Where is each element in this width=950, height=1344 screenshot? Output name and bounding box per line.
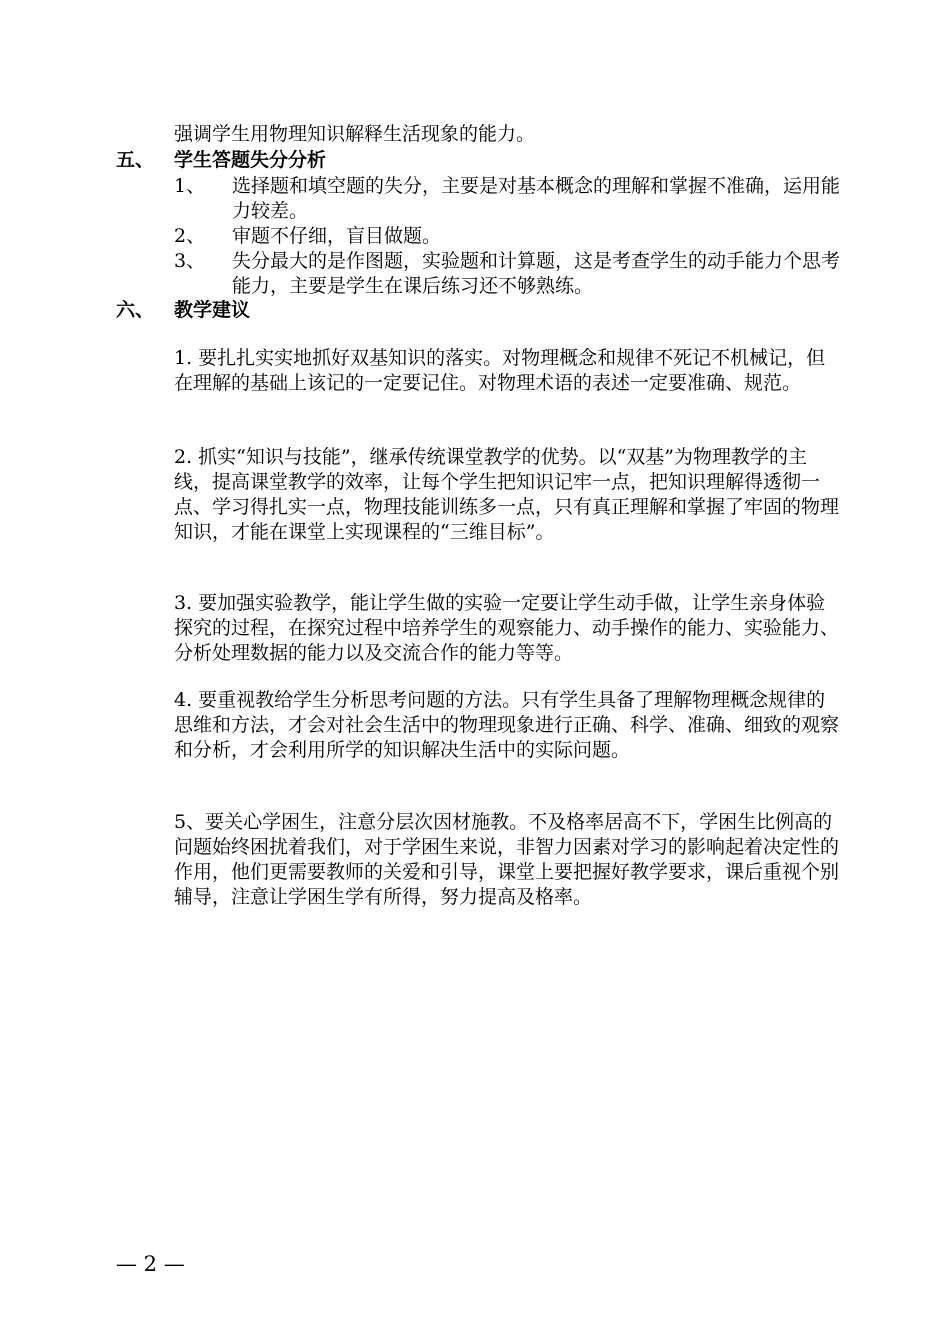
list-item xyxy=(174,224,844,249)
section-5-number: 五、 xyxy=(116,149,155,171)
section-6-number: 六、 xyxy=(116,299,155,321)
list-item xyxy=(174,174,844,224)
suggestion-paragraph-3: 3. 要加强实验教学，能让学生做的实验一定要让学生动手做，让学生亲身体验探究的过程，在探究过程中培养学生的观察能力、动手操作的能力、实验能力、分析处理数据的能力以及交流合作的能力等等。 xyxy=(174,592,840,664)
list-item-text: 选择题和填空题的失分，主要是对基本概念的理解和掌握不准确，运用能力较差。 xyxy=(232,175,841,222)
list-item-text: 失分最大的是作图题，实验题和计算题，这是考查学生的动手能力个思考能力，主要是学生在课后练习还不够熟练。 xyxy=(232,250,841,297)
section-6-title: 教学建议 xyxy=(174,299,251,321)
list-item xyxy=(174,249,844,299)
list-item-number: 2、 xyxy=(174,225,206,247)
list-item-number: 1、 xyxy=(174,175,206,197)
page-number: — 2 — xyxy=(116,1252,185,1276)
section-5-title: 学生答题失分分析 xyxy=(174,149,327,171)
suggestion-paragraph-4: 4. 要重视教给学生分析思考问题的方法。只有学生具备了理解物理概念规律的思维和方法，才会对社会生活中的物理现象进行正确、科学、准确、细致的观察和分析，才会利用所学的知识解决生活中的实际问题。 xyxy=(174,689,840,761)
list-item-number: 3、 xyxy=(174,250,206,272)
continuation-line: 强调学生用物理知识解释生活现象的能力。 xyxy=(174,123,536,145)
suggestion-paragraph-5: 5、要关心学困生，注意分层次因材施教。不及格率居高不下，学困生比例高的问题始终困扰着我们，对于学困生来说，非智力因素对学习的影响起着决定性的作用，他们更需要教师的关爱和引导，课堂上要把握好教学要求，课后重视个别辅导，注意让学困生学有所得，努力提高及格率。 xyxy=(174,811,840,908)
suggestion-paragraph-2: 2. 抓实“知识与技能”，继承传统课堂教学的优势。以“双基”为物理教学的主线，提高课堂教学的效率，让每个学生把知识记牢一点，把知识理解得透彻一点、学习得扎实一点，物理技能训练多一点，只有真正理解和掌握了牢固的物理知识，才能在课堂上实现课程的“三维目标”。 xyxy=(174,446,840,543)
list-item-text: 审题不仔细，盲目做题。 xyxy=(232,225,442,247)
suggestion-paragraph-1: 1. 要扎扎实实地抓好双基知识的落实。对物理概念和规律不死记不机械记，但在理解的基础上该记的一定要记住。对物理术语的表述一定要准确、规范。 xyxy=(174,347,826,394)
